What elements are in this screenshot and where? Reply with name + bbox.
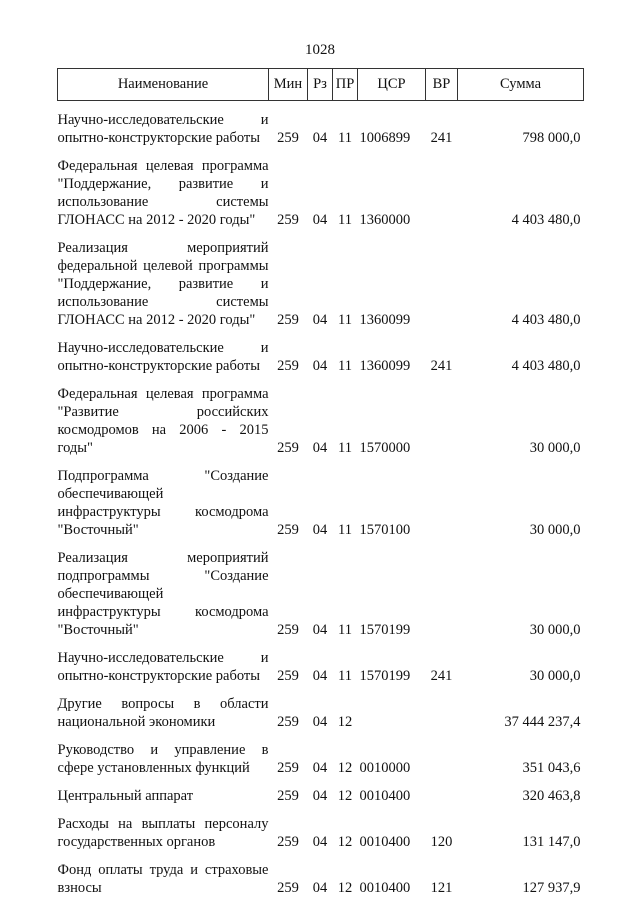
row-name-line: Реализация мероприятий bbox=[57, 550, 269, 566]
cell-sum: 30 000,0 bbox=[529, 668, 581, 684]
cell-sum: 37 444 237,4 bbox=[504, 714, 581, 730]
cell-csr: 1570100 bbox=[359, 522, 411, 538]
row-name bbox=[58, 329, 269, 375]
cell-pr: 11 bbox=[338, 522, 352, 538]
cell-pr: 11 bbox=[338, 130, 352, 146]
cell-rz: 04 bbox=[312, 788, 328, 804]
row-name-line: взносы bbox=[57, 880, 102, 896]
cell-rz: 04 bbox=[312, 760, 328, 776]
row-name-line: "Развитие российских bbox=[57, 404, 269, 420]
row-name-line: Федеральная целевая программа bbox=[57, 386, 269, 402]
row-name-line: опытно-конструкторские работы bbox=[57, 668, 261, 684]
cell-rz: 04 bbox=[312, 212, 328, 228]
cell-sum: 351 043,6 bbox=[522, 760, 581, 776]
row-name bbox=[58, 805, 269, 851]
cell-csr: 1006899 bbox=[359, 130, 411, 146]
row-name-line: использование системы bbox=[57, 194, 269, 210]
cell-sum: 131 147,0 bbox=[522, 834, 581, 850]
cell-min: 259 bbox=[277, 760, 299, 776]
cell-rz: 04 bbox=[312, 880, 328, 896]
header-name: Наименование bbox=[58, 69, 269, 101]
table-row bbox=[58, 229, 584, 329]
cell-sum: 798 000,0 bbox=[522, 130, 581, 146]
row-name-line: инфраструктуры космодрома bbox=[57, 504, 269, 520]
row-name-line: подпрограммы "Создание bbox=[57, 568, 269, 584]
row-name-line: "Восточный" bbox=[57, 522, 139, 538]
header-sum: Сумма bbox=[458, 69, 584, 101]
cell-csr: 1360099 bbox=[359, 312, 411, 328]
cell-vr: 241 bbox=[430, 668, 453, 684]
row-name-line: Руководство и управление в bbox=[57, 742, 269, 758]
row-name-line: Научно-исследовательские и bbox=[57, 650, 269, 666]
row-name-line: опытно-конструкторские работы bbox=[57, 358, 261, 374]
cell-min: 259 bbox=[277, 622, 299, 638]
row-name-line: годы" bbox=[57, 440, 93, 456]
header-vr: ВР bbox=[426, 69, 458, 101]
table-row bbox=[58, 777, 584, 805]
cell-min: 259 bbox=[277, 522, 299, 538]
cell-vr bbox=[426, 229, 458, 329]
row-name-line: государственных органов bbox=[57, 834, 216, 850]
header-csr: ЦСР bbox=[358, 69, 426, 101]
header-pr: ПР bbox=[333, 69, 358, 101]
cell-sum: 30 000,0 bbox=[529, 522, 581, 538]
cell-pr: 11 bbox=[338, 212, 352, 228]
cell-csr: 1570199 bbox=[359, 668, 411, 684]
cell-sum: 127 937,9 bbox=[522, 880, 581, 896]
row-name-line: "Восточный" bbox=[57, 622, 139, 638]
table-row bbox=[58, 685, 584, 731]
cell-vr: 121 bbox=[430, 880, 453, 896]
cell-min: 259 bbox=[277, 440, 299, 456]
cell-pr: 11 bbox=[338, 312, 352, 328]
row-name-line: Подпрограмма "Создание bbox=[57, 468, 269, 484]
cell-pr: 11 bbox=[338, 622, 352, 638]
row-name-line: Другие вопросы в области bbox=[57, 696, 269, 712]
row-name-line: сфере установленных функций bbox=[57, 760, 250, 776]
cell-csr: 1570199 bbox=[359, 622, 411, 638]
cell-csr: 0010400 bbox=[359, 788, 411, 804]
table-row bbox=[58, 851, 584, 897]
cell-min: 259 bbox=[277, 714, 299, 730]
row-name bbox=[58, 229, 269, 329]
cell-rz: 04 bbox=[312, 714, 328, 730]
cell-rz: 04 bbox=[312, 622, 328, 638]
row-name-line: Реализация мероприятий bbox=[57, 240, 269, 256]
row-name-line: обеспечивающей bbox=[57, 586, 164, 602]
cell-pr: 12 bbox=[337, 834, 353, 850]
row-name-line: Расходы на выплаты персоналу bbox=[57, 816, 269, 832]
cell-sum: 30 000,0 bbox=[529, 440, 581, 456]
cell-min: 259 bbox=[277, 358, 299, 374]
row-name bbox=[58, 777, 269, 805]
cell-sum: 30 000,0 bbox=[529, 622, 581, 638]
cell-vr bbox=[426, 685, 458, 731]
table-row bbox=[58, 457, 584, 539]
cell-csr bbox=[358, 685, 426, 731]
table-row bbox=[58, 805, 584, 851]
cell-vr: 241 bbox=[430, 358, 453, 374]
cell-vr: 241 bbox=[430, 130, 453, 146]
row-name-line: Научно-исследовательские и bbox=[57, 112, 269, 128]
row-name-line: "Поддержание, развитие и bbox=[57, 276, 269, 292]
cell-pr: 12 bbox=[337, 714, 353, 730]
table-header bbox=[58, 69, 584, 101]
cell-sum: 4 403 480,0 bbox=[511, 312, 581, 328]
row-name bbox=[58, 639, 269, 685]
cell-rz: 04 bbox=[312, 312, 328, 328]
budget-table bbox=[57, 68, 584, 897]
row-name-line: Федеральная целевая программа bbox=[57, 158, 269, 174]
row-name-line: опытно-конструкторские работы bbox=[57, 130, 261, 146]
cell-min: 259 bbox=[277, 788, 299, 804]
cell-csr: 0010400 bbox=[359, 880, 411, 896]
cell-vr: 120 bbox=[430, 834, 453, 850]
header-rz: Рз bbox=[308, 69, 333, 101]
row-name bbox=[58, 731, 269, 777]
row-name-line: Фонд оплаты труда и страховые bbox=[57, 862, 269, 878]
table-row bbox=[58, 539, 584, 639]
cell-min: 259 bbox=[277, 130, 299, 146]
page-number: 1028 bbox=[305, 42, 335, 58]
cell-csr: 1360000 bbox=[359, 212, 411, 228]
row-name bbox=[58, 685, 269, 731]
cell-vr bbox=[426, 731, 458, 777]
cell-vr bbox=[426, 147, 458, 229]
cell-rz: 04 bbox=[312, 834, 328, 850]
cell-min: 259 bbox=[277, 212, 299, 228]
cell-sum: 4 403 480,0 bbox=[511, 358, 581, 374]
row-name-line: Научно-исследовательские и bbox=[57, 340, 269, 356]
cell-csr: 1360099 bbox=[359, 358, 411, 374]
cell-pr: 12 bbox=[337, 788, 353, 804]
row-name bbox=[58, 457, 269, 539]
table-row bbox=[58, 375, 584, 457]
table-row bbox=[58, 147, 584, 229]
cell-min: 259 bbox=[277, 668, 299, 684]
table-row bbox=[58, 639, 584, 685]
cell-vr bbox=[426, 777, 458, 805]
cell-rz: 04 bbox=[312, 358, 328, 374]
cell-vr bbox=[426, 375, 458, 457]
header-min: Мин bbox=[269, 69, 308, 101]
cell-rz: 04 bbox=[312, 440, 328, 456]
cell-sum: 320 463,8 bbox=[522, 788, 581, 804]
row-name bbox=[58, 147, 269, 229]
cell-pr: 11 bbox=[338, 440, 352, 456]
cell-rz: 04 bbox=[312, 668, 328, 684]
row-name bbox=[58, 539, 269, 639]
row-name-line: федеральной целевой программы bbox=[57, 258, 269, 274]
cell-min: 259 bbox=[277, 834, 299, 850]
cell-min: 259 bbox=[277, 880, 299, 896]
table-row bbox=[58, 101, 584, 148]
row-name bbox=[58, 101, 269, 148]
cell-pr: 12 bbox=[337, 760, 353, 776]
row-name-line: использование системы bbox=[57, 294, 269, 310]
cell-pr: 11 bbox=[338, 668, 352, 684]
cell-pr: 12 bbox=[337, 880, 353, 896]
row-name-line: национальной экономики bbox=[57, 714, 216, 730]
row-name-line: инфраструктуры космодрома bbox=[57, 604, 269, 620]
row-name-line: ГЛОНАСС на 2012 - 2020 годы" bbox=[57, 312, 256, 328]
table-row bbox=[58, 329, 584, 375]
cell-pr: 11 bbox=[338, 358, 352, 374]
table-row bbox=[58, 731, 584, 777]
row-name-line: "Поддержание, развитие и bbox=[57, 176, 269, 192]
cell-csr: 0010400 bbox=[359, 834, 411, 850]
row-name-line: обеспечивающей bbox=[57, 486, 164, 502]
row-name bbox=[58, 375, 269, 457]
cell-vr bbox=[426, 539, 458, 639]
cell-vr bbox=[426, 457, 458, 539]
row-name bbox=[58, 851, 269, 897]
cell-csr: 0010000 bbox=[359, 760, 411, 776]
cell-csr: 1570000 bbox=[359, 440, 411, 456]
row-name-line: ГЛОНАСС на 2012 - 2020 годы" bbox=[57, 212, 256, 228]
row-name-line: Центральный аппарат bbox=[57, 788, 194, 804]
row-name-line: космодромов на 2006 - 2015 bbox=[57, 422, 269, 438]
cell-sum: 4 403 480,0 bbox=[511, 212, 581, 228]
cell-min: 259 bbox=[277, 312, 299, 328]
cell-rz: 04 bbox=[312, 130, 328, 146]
cell-rz: 04 bbox=[312, 522, 328, 538]
